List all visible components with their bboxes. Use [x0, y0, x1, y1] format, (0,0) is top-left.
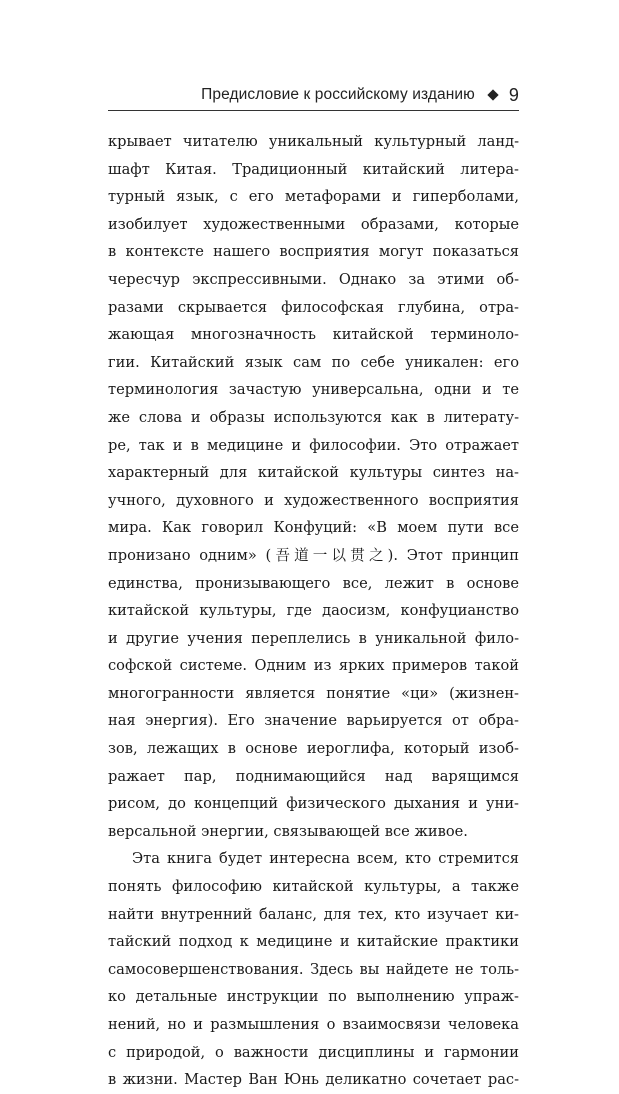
- text-line: ражает пар, поднимающийся над варящимся: [108, 767, 519, 785]
- text-line: нений, но и размышления о взаимосвязи человека: [108, 1016, 519, 1033]
- text-line: многогранности является понятие «ци» (жизнен-: [108, 684, 519, 702]
- text-line: зов, лежащих в основе иероглифа, который изоб-: [108, 740, 519, 758]
- text-line: учного, духовного и художественного восприятия: [108, 491, 519, 509]
- text-line: гии. Китайский язык сам по себе уникален: его: [108, 353, 519, 371]
- text-line: с природой, о важности дисциплины и гармонии: [108, 1043, 519, 1061]
- chapter-title: Предисловие к российскому изданию: [201, 86, 475, 103]
- page-number: 9: [508, 84, 519, 105]
- text-line: единства, пронизывающего все, лежит в основе: [108, 574, 519, 592]
- text-line: характерный для китайской культуры синтез на-: [108, 464, 519, 482]
- text-line: в жизни. Мастер Ван Юнь деликатно сочетает рас-: [108, 1071, 519, 1089]
- text-line: Эта книга будет интересна всем, кто стремится: [132, 850, 519, 868]
- text-line: ная энергия). Его значение варьируется от обра-: [108, 712, 519, 730]
- header-rule: [108, 110, 519, 111]
- text-line: тайский подход к медицине и китайские практики: [108, 933, 519, 951]
- text-line: чересчур экспрессивными. Однако за этими об-: [108, 270, 519, 288]
- diamond-separator-icon: [487, 89, 498, 100]
- body-text: [108, 128, 519, 1094]
- text-line: рисом, до концепций физического дыхания и уни-: [108, 795, 519, 813]
- text-line: же слова и образы используются как в литерату-: [108, 408, 519, 426]
- text-line: самосовершенствования. Здесь вы найдете не толь-: [108, 960, 519, 978]
- text-line: китайской культуры, где даосизм, конфуцианство: [108, 602, 519, 620]
- text-line: версальной энергии, связывающей все живое.: [108, 822, 468, 840]
- text-line: жающая многозначность китайской терминоло-: [108, 326, 519, 344]
- text-line: и другие учения переплелись в уникальной фило-: [108, 629, 519, 647]
- text-line: изобилует художественными образами, которые: [108, 215, 519, 233]
- text-line: турный язык, с его метафорами и гиперболами,: [108, 188, 519, 206]
- text-line: ре, так и в медицине и философии. Это отражает: [108, 436, 519, 454]
- text-line: пронизано одним» (吾道一以贯之). Этот принцип: [108, 546, 519, 564]
- text-line: ко детальные инструкции по выполнению упраж-: [108, 988, 519, 1006]
- text-line: в контексте нашего восприятия могут показаться: [108, 243, 519, 261]
- text-line: мира. Как говорил Конфуций: «В моем пути все: [108, 519, 519, 537]
- text-line: шафт Китая. Традиционный китайский литера-: [108, 160, 519, 178]
- running-header: [108, 80, 519, 110]
- text-line: терминология зачастую универсальна, одни и те: [108, 381, 519, 399]
- text-line: крывает читателю уникальный культурный ланд-: [108, 133, 519, 150]
- text-line: понять философию китайской культуры, а также: [108, 878, 519, 896]
- text-line: разами скрывается философская глубина, отра-: [108, 298, 519, 316]
- text-line: найти внутренний баланс, для тех, кто изучает ки-: [108, 905, 519, 923]
- text-line: софской системе. Одним из ярких примеров такой: [108, 657, 519, 675]
